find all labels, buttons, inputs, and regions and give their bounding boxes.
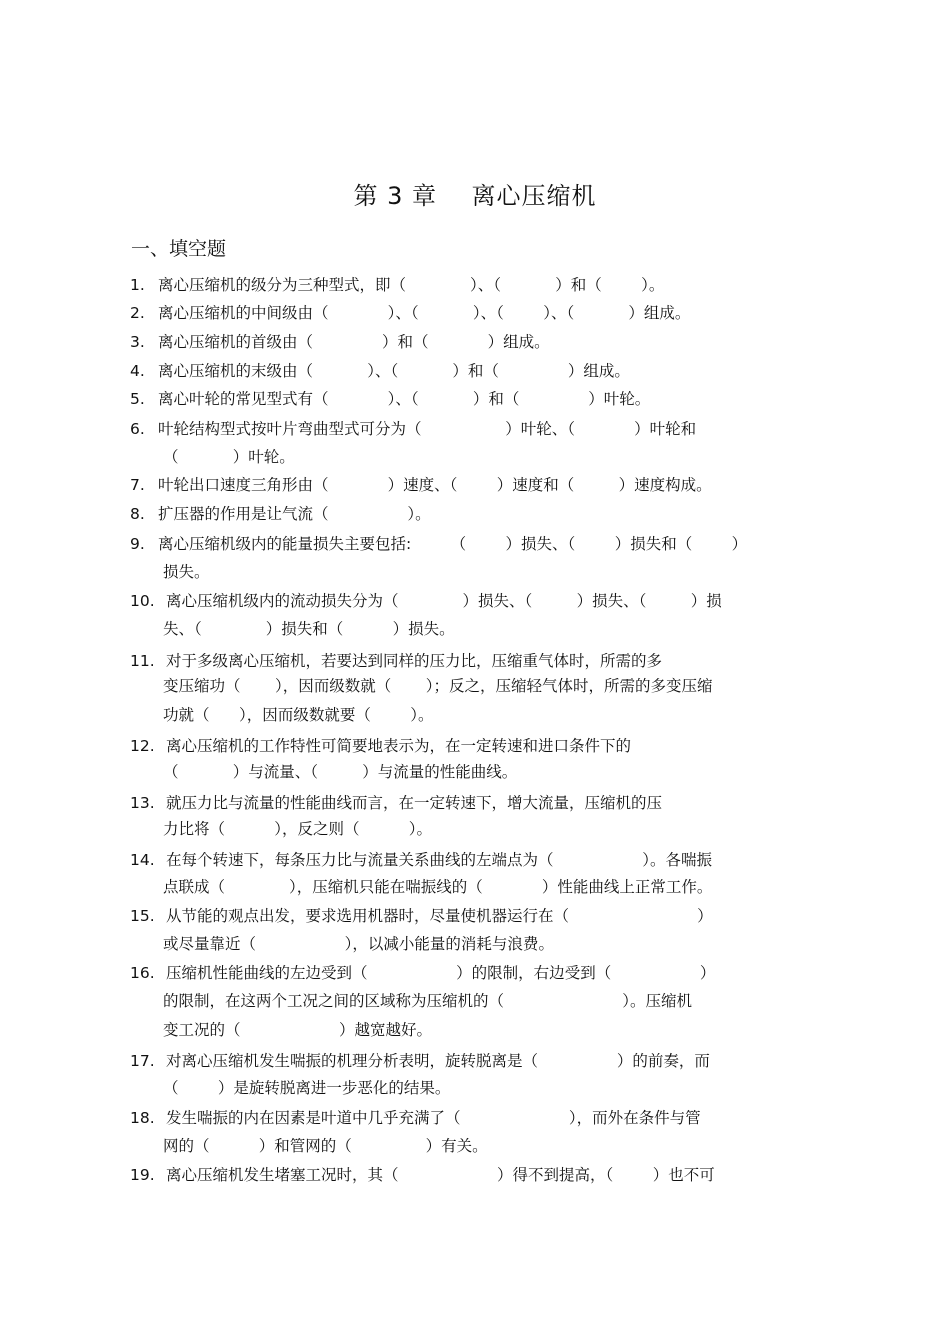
question-line [0, 1019, 950, 1041]
question-line [0, 1135, 950, 1157]
question-line [0, 446, 950, 468]
question-line [0, 876, 950, 898]
question-line [0, 474, 950, 496]
question-line [0, 302, 950, 324]
question-text: （ ）是旋转脱离进一步恶化的结果。 [163, 1079, 451, 1097]
question-text: 变压缩功（ ），因而级数就（ ）；反之，压缩轻气体时，所需的多变压缩 [163, 677, 713, 695]
question-line [0, 704, 950, 726]
question-line [0, 590, 950, 612]
question-text: 力比将（ ），反之则（ ）。 [163, 820, 433, 838]
question-line [0, 792, 950, 814]
question-line [0, 933, 950, 955]
question-line [0, 618, 950, 640]
question-text: 或尽量靠近（ ），以减小能量的消耗与浪费。 [163, 935, 554, 953]
question-text: 离心叶轮的常见型式有（ ）、（ ）和（ ）叶轮。 [158, 390, 651, 408]
question-text: 离心压缩机的首级由（ ）和（ ）组成。 [158, 333, 550, 351]
question-line [0, 905, 950, 927]
question-line [0, 1077, 950, 1099]
question-number: 17. [130, 1052, 155, 1070]
question-text: 压缩机性能曲线的左边受到（ ）的限制，右边受到（ ） [166, 964, 716, 982]
question-text: 离心压缩机的级分为三种型式，即（ ）、（ ）和（ ）。 [158, 276, 665, 294]
question-number: 9. [130, 535, 145, 553]
question-line [0, 561, 950, 583]
question-text: 就压力比与流量的性能曲线而言，在一定转速下，增大流量，压缩机的压 [166, 794, 663, 812]
question-text: 在每个转速下，每条压力比与流量关系曲线的左端点为（ ）。各喘振 [166, 851, 712, 869]
section-heading: 一、填空题 [131, 238, 227, 260]
question-text: 网的（ ）和管网的（ ）有关。 [163, 1137, 488, 1155]
question-line [0, 990, 950, 1012]
question-text: 离心压缩机的末级由（ ）、（ ）和（ ）组成。 [158, 362, 630, 380]
question-number: 5. [130, 390, 145, 408]
question-text: （ ）与流量、（ ）与流量的性能曲线。 [163, 763, 518, 781]
question-line [0, 962, 950, 984]
question-line [0, 274, 950, 296]
question-number: 11. [130, 652, 155, 670]
question-text: 对离心压缩机发生喘振的机理分析表明，旋转脱离是（ ）的前奏，而 [166, 1052, 710, 1070]
question-number: 1. [130, 276, 145, 294]
question-number: 15. [130, 907, 155, 925]
question-text: 离心压缩机级内的能量损失主要包括: （ ）损失、（ ）损失和（ ） [158, 535, 748, 553]
question-text: 的限制，在这两个工况之间的区域称为压缩机的（ ）。压缩机 [163, 992, 693, 1010]
question-line [0, 418, 950, 440]
question-line [0, 331, 950, 353]
question-line [0, 1164, 950, 1186]
question-line [0, 388, 950, 410]
question-line [0, 849, 950, 871]
question-number: 6. [130, 420, 145, 438]
question-text: 扩压器的作用是让气流（ ）。 [158, 505, 431, 523]
question-text: 离心压缩机级内的流动损失分为（ ）损失、（ ）损失、（ ）损 [166, 592, 722, 610]
question-text: 变工况的（ ）越宽越好。 [163, 1021, 433, 1039]
question-line [0, 503, 950, 525]
question-number: 10. [130, 592, 155, 610]
question-number: 13. [130, 794, 155, 812]
question-text: 离心压缩机的工作特性可简要地表示为，在一定转速和进口条件下的 [166, 737, 632, 755]
question-number: 7. [130, 476, 145, 494]
question-text: 失、（ ）损失和（ ）损失。 [163, 620, 455, 638]
question-line [0, 1050, 950, 1072]
question-number: 14. [130, 851, 155, 869]
question-line [0, 533, 950, 555]
question-text: 叶轮结构型式按叶片弯曲型式可分为（ ）叶轮、（ ）叶轮和 [158, 420, 697, 438]
question-number: 2. [130, 304, 145, 322]
question-number: 8. [130, 505, 145, 523]
question-text: 点联成（ ），压缩机只能在喘振线的（ ）性能曲线上正常工作。 [163, 878, 713, 896]
question-text: （ ）叶轮。 [163, 448, 295, 466]
question-line [0, 818, 950, 840]
question-number: 3. [130, 333, 145, 351]
question-text: 发生喘振的内在因素是叶道中几乎充满了（ ），而外在条件与管 [166, 1109, 701, 1127]
question-number: 19. [130, 1166, 155, 1184]
chapter-title: 第 3 章 离心压缩机 [353, 182, 597, 210]
question-text: 离心压缩机发生堵塞工况时，其（ ）得不到提高，（ ）也不可 [166, 1166, 715, 1184]
question-line [0, 735, 950, 757]
question-number: 12. [130, 737, 155, 755]
question-line [0, 761, 950, 783]
question-text: 损失。 [163, 563, 210, 581]
question-number: 4. [130, 362, 145, 380]
question-text: 功就（ ），因而级数就要（ ）。 [163, 706, 434, 724]
question-number: 18. [130, 1109, 155, 1127]
question-text: 从节能的观点出发，要求选用机器时，尽量使机器运行在（ ） [166, 907, 713, 925]
question-text: 叶轮出口速度三角形由（ ）速度、（ ）速度和（ ）速度构成。 [158, 476, 712, 494]
question-line [0, 675, 950, 697]
question-line [0, 1107, 950, 1129]
question-number: 16. [130, 964, 155, 982]
question-line [0, 360, 950, 382]
question-line [0, 650, 950, 672]
question-text: 对于多级离心压缩机，若要达到同样的压力比，压缩重气体时，所需的多 [166, 652, 663, 670]
question-text: 离心压缩机的中间级由（ ）、（ ）、（ ）、（ ）组成。 [158, 304, 691, 322]
